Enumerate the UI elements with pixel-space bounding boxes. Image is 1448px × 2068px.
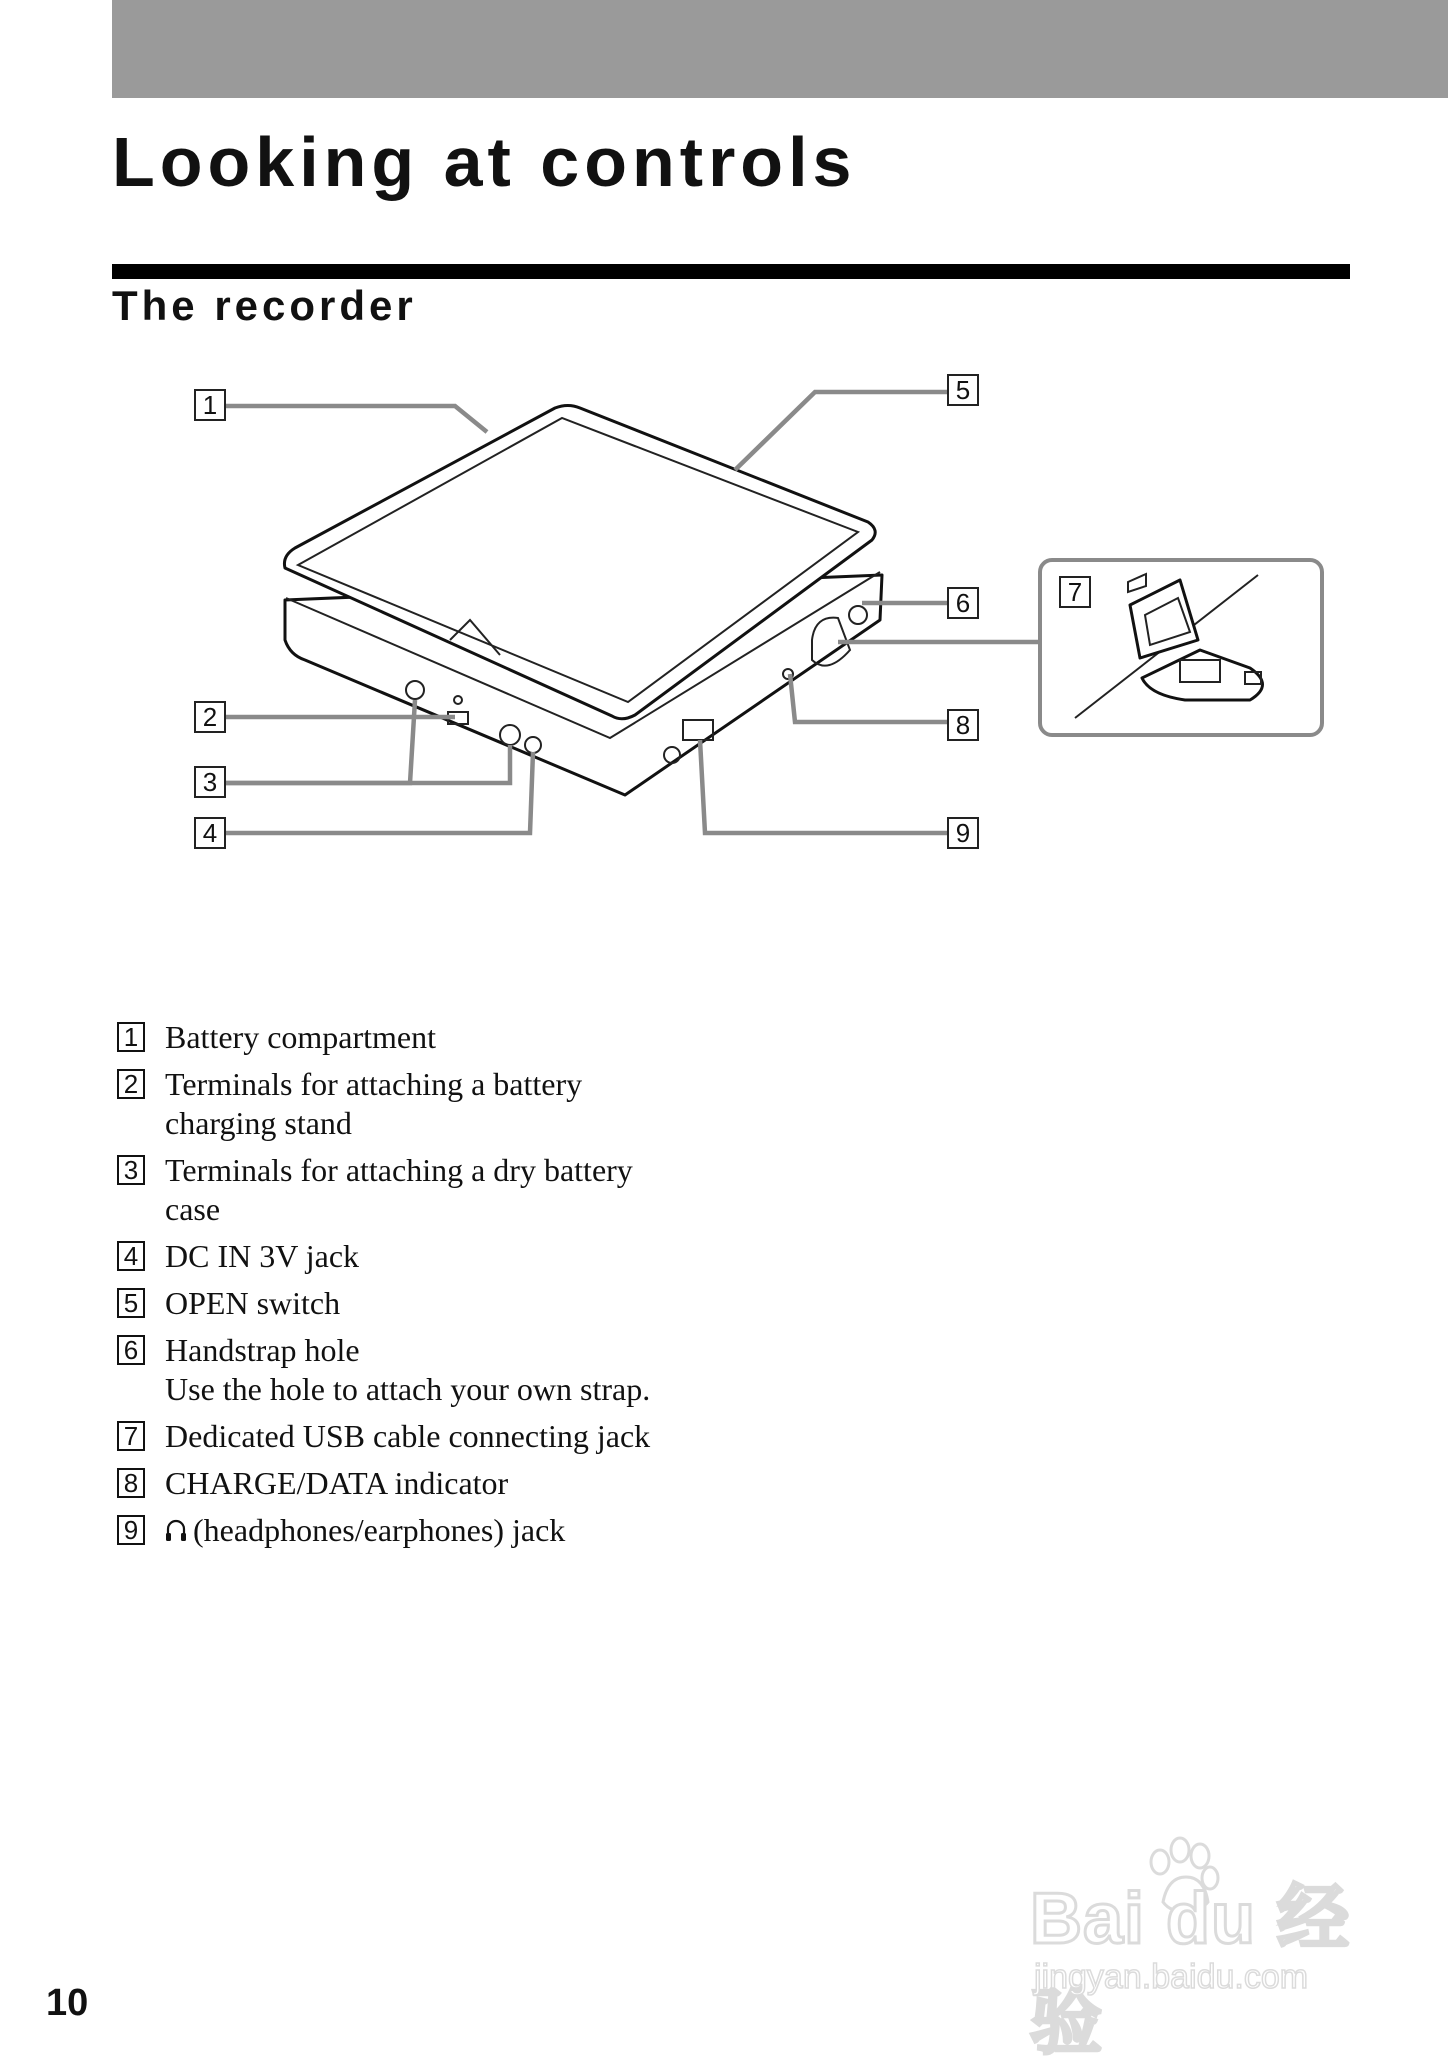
legend-number: 2 xyxy=(117,1069,145,1099)
section-rule xyxy=(112,264,1350,279)
legend-note: Use the hole to attach your own strap. xyxy=(165,1371,651,1407)
legend-item-dry-battery-terminals xyxy=(117,1151,685,1229)
svg-text:1: 1 xyxy=(202,390,218,420)
svg-text:6: 6 xyxy=(955,588,971,618)
legend-number: 3 xyxy=(117,1155,145,1185)
legend-text: Dedicated USB cable connecting jack xyxy=(165,1418,651,1454)
svg-text:3: 3 xyxy=(202,767,218,797)
callout-2 xyxy=(195,702,225,732)
callout-4 xyxy=(195,818,225,848)
header-band xyxy=(112,0,1448,98)
callout-9 xyxy=(948,818,978,848)
legend-text: Battery compartment xyxy=(165,1019,437,1055)
legend-text: DC IN 3V jack xyxy=(165,1238,360,1274)
legend-number: 4 xyxy=(117,1241,145,1271)
legend-text: Terminals for attaching a dry battery case xyxy=(165,1152,633,1227)
legend-number: 9 xyxy=(117,1515,145,1545)
legend-number: 1 xyxy=(117,1022,145,1052)
callout-3 xyxy=(195,767,225,797)
legend-text: Terminals for attaching a battery charging stand xyxy=(165,1066,583,1141)
legend-item-dc-in-jack xyxy=(117,1237,685,1276)
svg-text:4: 4 xyxy=(202,818,218,848)
legend-number: 8 xyxy=(117,1468,145,1498)
legend-item-charging-terminals xyxy=(117,1065,625,1143)
legend-text: OPEN switch xyxy=(165,1285,341,1321)
legend-text: (headphones/earphones) jack xyxy=(193,1512,566,1548)
section-title: The recorder xyxy=(112,282,417,329)
page-title: Looking at controls xyxy=(112,123,857,201)
legend-number: 6 xyxy=(117,1335,145,1365)
legend-text: CHARGE/DATA indicator xyxy=(165,1465,509,1501)
recorder-diagram xyxy=(0,360,1448,880)
svg-text:2: 2 xyxy=(202,702,218,732)
headphones-icon xyxy=(165,1517,187,1543)
callout-6 xyxy=(948,588,978,618)
controls-legend xyxy=(117,1018,685,1558)
page-number: 10 xyxy=(46,1982,89,2024)
callout-7 xyxy=(1060,577,1090,607)
svg-text:5: 5 xyxy=(955,375,971,405)
legend-item-charge-data-indicator xyxy=(117,1464,685,1503)
legend-item-open-switch xyxy=(117,1284,685,1323)
callout-5 xyxy=(948,375,978,405)
recorder-illustration xyxy=(284,406,882,796)
callout-8 xyxy=(948,710,978,740)
legend-item-battery-compartment xyxy=(117,1018,685,1057)
legend-text: Handstrap hole xyxy=(165,1332,360,1368)
legend-number: 7 xyxy=(117,1421,145,1451)
legend-item-usb-jack xyxy=(117,1417,685,1456)
svg-text:8: 8 xyxy=(955,710,971,740)
svg-text:7: 7 xyxy=(1067,577,1083,607)
baidu-watermark xyxy=(1020,1840,1380,2063)
watermark-url: jingyan.baidu.com xyxy=(1034,1958,1309,1996)
legend-item-handstrap-hole xyxy=(117,1331,685,1409)
watermark-brand: Bai du 经验 xyxy=(1030,1879,1351,2063)
legend-item-headphones-jack xyxy=(117,1511,685,1550)
legend-number: 5 xyxy=(117,1288,145,1318)
svg-text:9: 9 xyxy=(955,818,971,848)
callout-1 xyxy=(195,390,225,420)
